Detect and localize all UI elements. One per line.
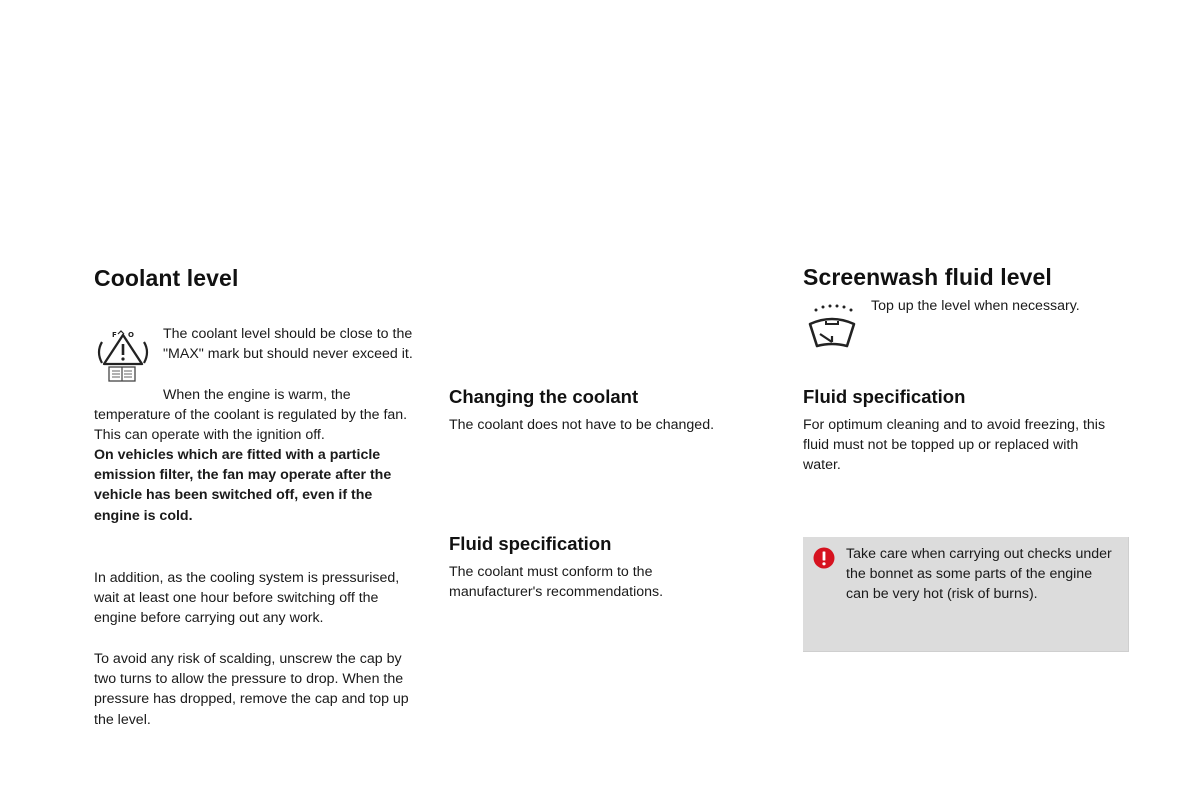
burn-warning-text: Take care when carrying out checks under the bonnet as some parts of the engine can be very hot (risk of burns). [846,546,1112,603]
screenwash-spec-text: For optimum cleaning and to avoid freezing, this fluid must not be topped up or replaced with water. [803,417,1106,474]
coolant-spec-text: The coolant must conform to the manufacturer's recommendations. [449,564,664,601]
coolant-scald-text: To avoid any risk of scalding, unscrew the cap by two turns to allow the pressure to drop. When the pressure has dropped, remove the cap and top up the level. [94,651,409,728]
coolant-level-text: The coolant level should be close to the "MAX" mark but should never exceed it. [163,326,413,363]
burn-warning-box [803,537,1129,652]
coolant-title: Coolant level [94,265,239,291]
screenwash-text: Top up the level when necessary. [871,298,1080,314]
coolant-warning-icon [95,326,151,384]
danger-icon [813,547,835,569]
coolant-warm-text: temperature of the coolant is regulated by the fan. This can operate with the ignition off. [94,407,408,444]
screenwash-title: Screenwash fluid level [803,264,1052,290]
coolant-particle-filter-note: On vehicles which are fitted with a particle emission filter, the fan may operate after the vehicle has been switched off, even if the engine is cold. [94,447,392,524]
windscreen-washer-icon [804,302,860,354]
screenwash-spec-title: Fluid specification [803,386,966,407]
changing-coolant-text: The coolant does not have to be changed. [449,417,715,433]
coolant-spec-title: Fluid specification [449,533,612,554]
changing-coolant-title: Changing the coolant [449,386,639,407]
svg-text:F: F [112,331,117,339]
coolant-warm-line: When the engine is warm, the [163,387,351,403]
coolant-pressure-text: In addition, as the cooling system is pressurised, wait at least one hour before switching off the engine before carrying out any work. [94,570,400,627]
svg-text:O: O [128,331,134,339]
